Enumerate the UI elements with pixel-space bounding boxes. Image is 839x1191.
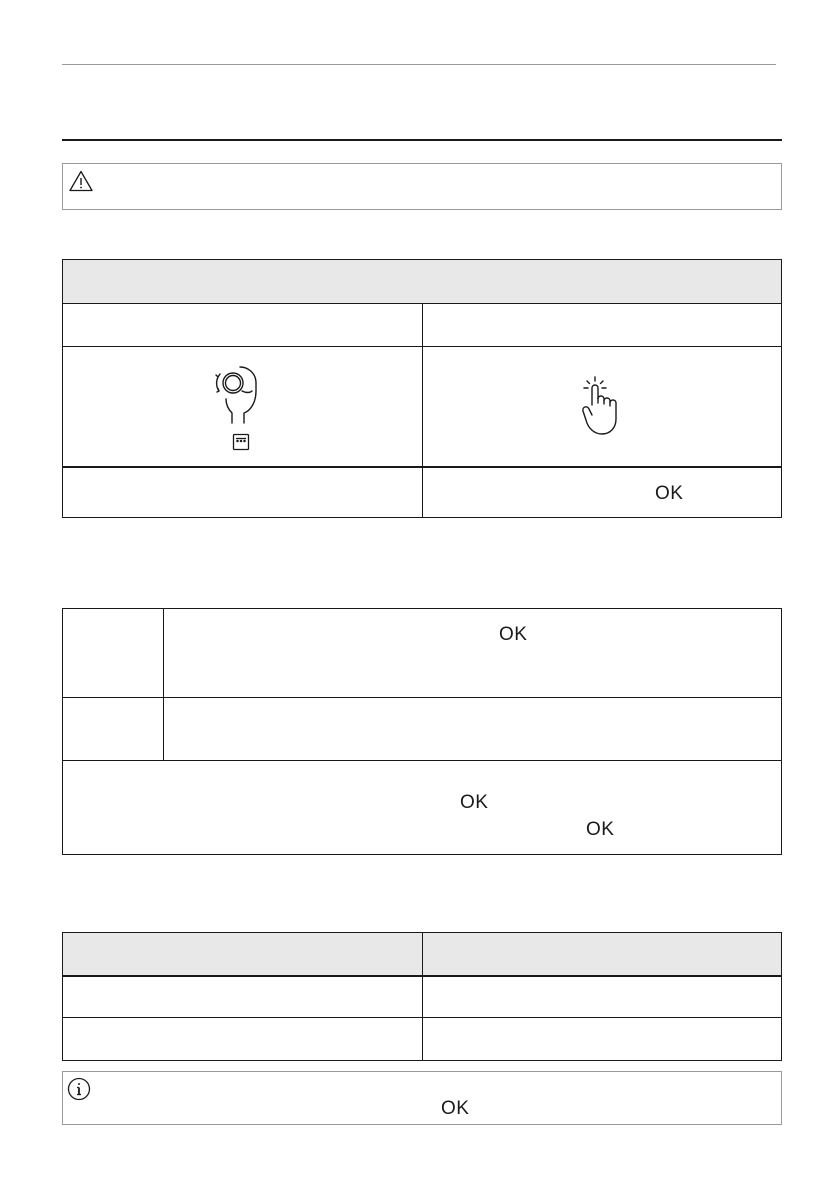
rotary-knob-hand-icon <box>210 361 266 425</box>
touch-finger-icon <box>581 375 623 437</box>
ok-symbol: OK <box>499 624 528 645</box>
controls-table <box>62 259 782 518</box>
table-row-divider <box>63 466 781 468</box>
warning-notice <box>62 163 782 210</box>
info-circle-icon <box>67 1077 91 1101</box>
ok-symbol: OK <box>586 819 615 840</box>
table-row-divider <box>63 697 781 698</box>
section-heading-rule <box>62 139 782 141</box>
ok-symbol: OK <box>460 792 489 813</box>
table-column-divider <box>422 933 423 1060</box>
page-top-rule <box>62 64 776 65</box>
controls-table-header <box>63 260 781 304</box>
warning-triangle-icon <box>69 170 93 192</box>
table-row-divider <box>63 1017 781 1018</box>
ok-symbol: OK <box>655 483 684 504</box>
table-row-divider <box>63 346 781 347</box>
options-table <box>62 608 782 855</box>
table-row-divider <box>63 760 781 761</box>
oven-icon <box>232 433 250 451</box>
table-column-divider <box>163 609 164 760</box>
info-notice <box>62 1071 782 1125</box>
table-column-divider <box>422 303 423 517</box>
settings-table <box>62 932 782 1061</box>
ok-symbol: OK <box>441 1098 470 1119</box>
